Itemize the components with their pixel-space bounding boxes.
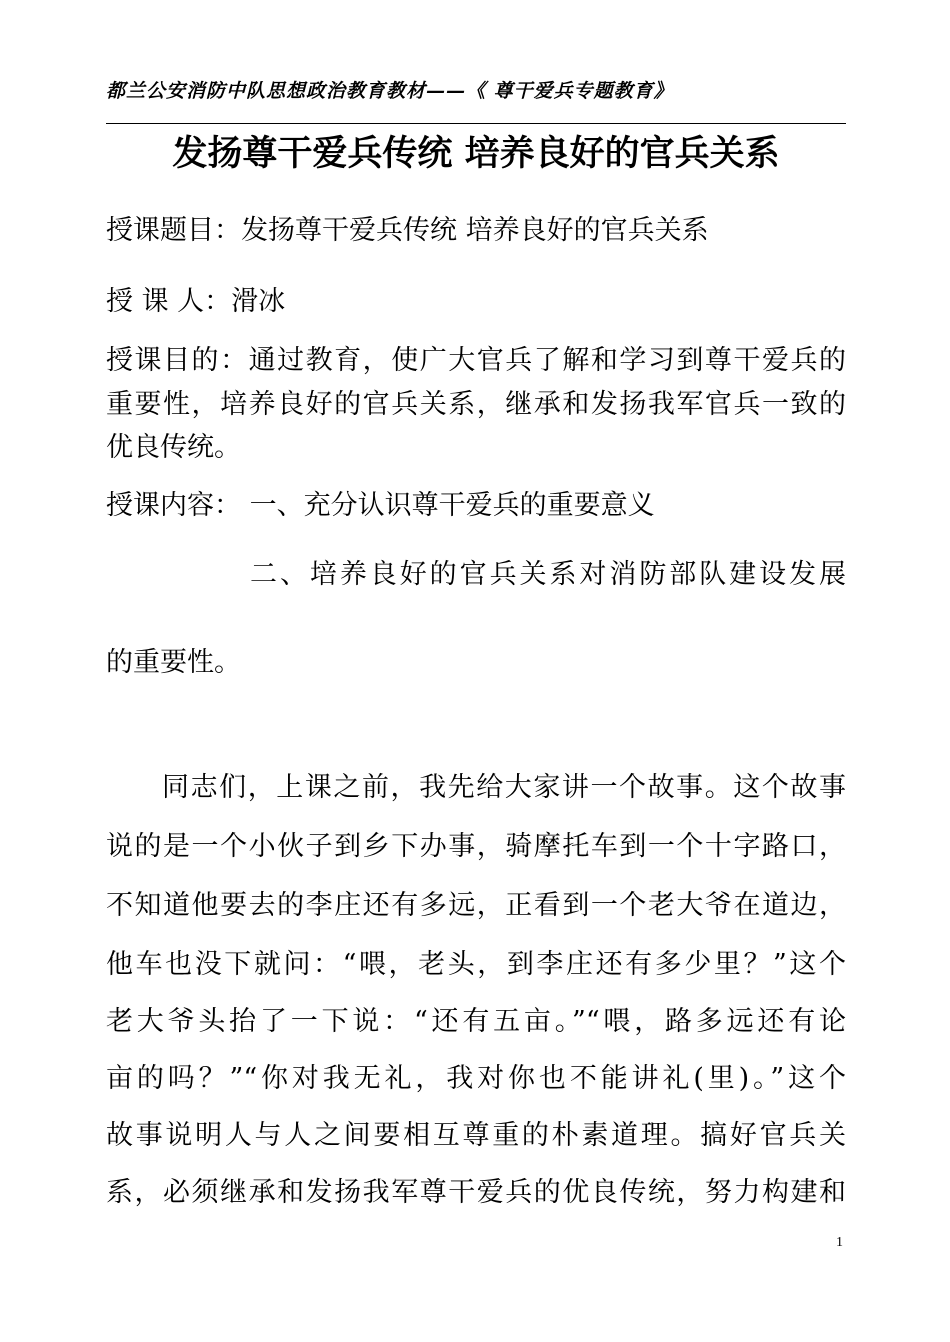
body-line: 故事说明人与人之间要相互尊重的朴素道理。搞好官兵关	[106, 1120, 846, 1151]
purpose-line: 重要性，培养良好的官兵关系，继承和发扬我军官兵一致的	[106, 389, 846, 420]
running-header: 都兰公安消防中队思想政治教育教材——《 尊干爱兵专题教育》	[106, 80, 674, 102]
page-number: 1	[836, 1235, 843, 1250]
lecturer-line: 授 课 人：滑冰	[106, 286, 286, 317]
body-line: 说的是一个小伙子到乡下办事，骑摩托车到一个十字路口，	[106, 831, 846, 862]
topic-line: 授课题目：发扬尊干爱兵传统 培养良好的官兵关系	[106, 215, 709, 246]
body-line: 同志们，上课之前，我先给大家讲一个故事。这个故事	[162, 772, 846, 803]
body-line: 老大爷头抬了一下说：“还有五亩。”“喂，路多远还有论	[106, 1006, 846, 1037]
header-rule	[106, 123, 846, 124]
content-line: 的重要性。	[106, 647, 241, 678]
body-line: 亩的吗？”“你对我无礼，我对你也不能讲礼(里)。”这个	[106, 1063, 846, 1094]
purpose-line: 优良传统。	[106, 432, 241, 463]
body-line: 他车也没下就问：“喂，老头，到李庄还有多少里？”这个	[106, 949, 846, 980]
purpose-line: 授课目的：通过教育，使广大官兵了解和学习到尊干爱兵的	[106, 345, 846, 376]
content-line: 二、培养良好的官兵关系对消防部队建设发展	[250, 559, 846, 590]
body-line: 系，必须继承和发扬我军尊干爱兵的优良传统，努力构建和	[106, 1177, 846, 1208]
body-line: 不知道他要去的李庄还有多远，正看到一个老大爷在道边，	[106, 890, 846, 921]
content-line: 授课内容： 一、充分认识尊干爱兵的重要意义	[106, 490, 655, 521]
document-title: 发扬尊干爱兵传统 培养良好的官兵关系	[172, 134, 780, 174]
